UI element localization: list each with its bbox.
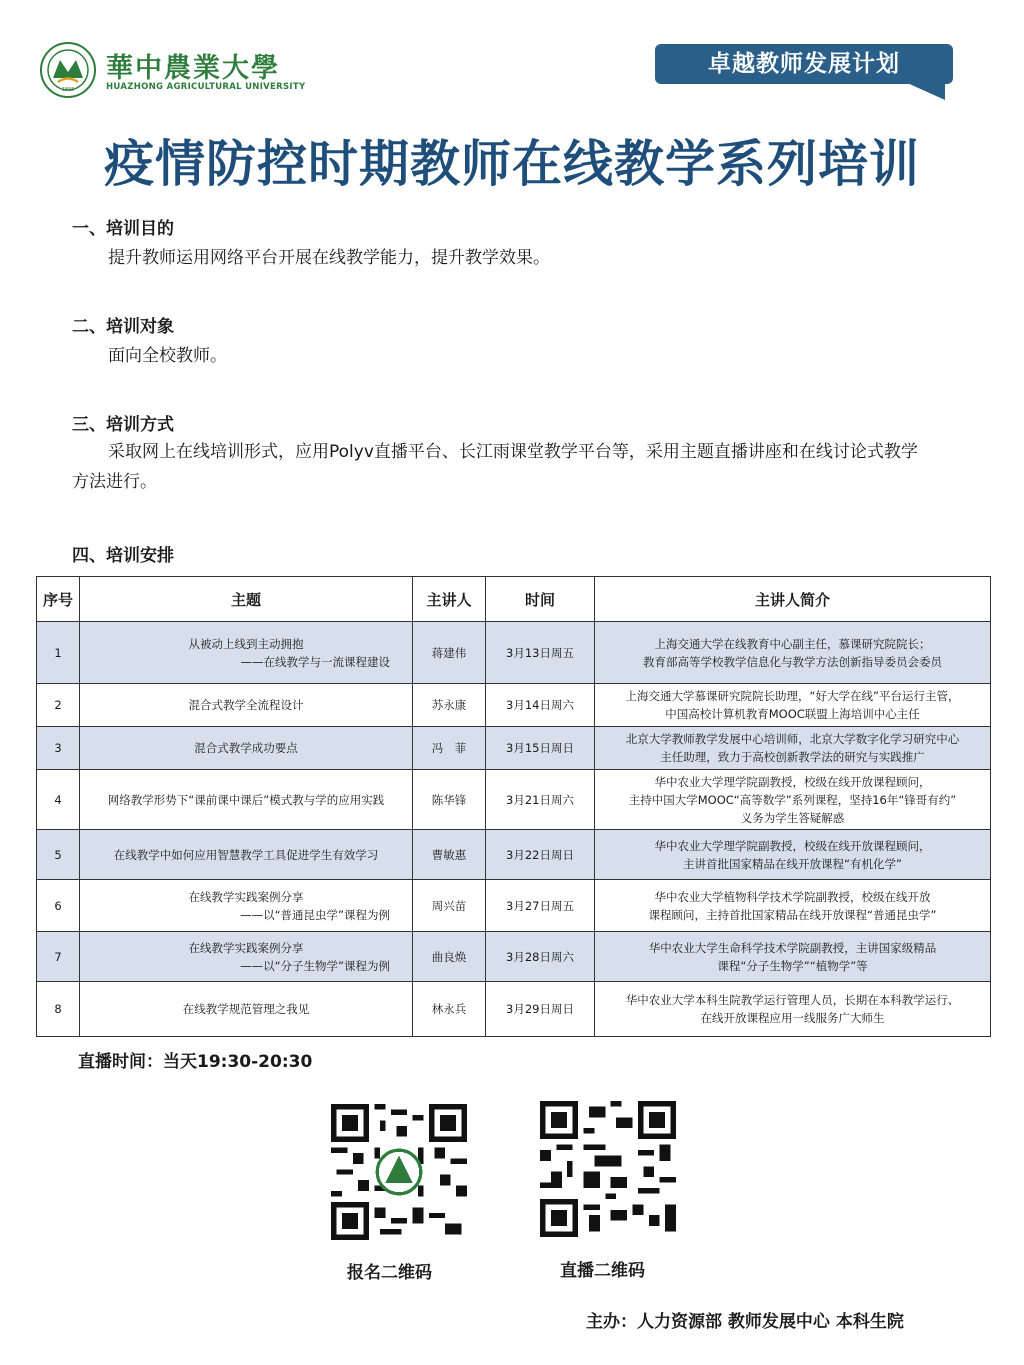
header-topic: 主题: [80, 577, 413, 622]
row-date: 3月14日周六: [486, 684, 595, 727]
row-date: 3月21日周六: [486, 770, 595, 830]
row-topic: 在线教学规范管理之我见: [80, 982, 413, 1037]
university-name-cn: 華中農業大學: [106, 53, 280, 84]
section-heading-schedule: 四、培训安排: [72, 546, 174, 566]
topic-title: 在线教学实践案例分享: [188, 889, 304, 904]
row-topic: 在线教学中如何应用智慧教学工具促进学生有效学习: [80, 830, 413, 880]
university-seal-icon: [40, 42, 96, 98]
header-no: 序号: [37, 577, 80, 622]
topic-title: 从被动上线到主动拥抱: [188, 636, 304, 651]
table-header-row: [37, 577, 991, 622]
header-date: 时间: [486, 577, 595, 622]
row-speaker: 林永兵: [413, 982, 486, 1037]
row-date: 3月15日周日: [486, 727, 595, 770]
row-no: 4: [37, 770, 80, 830]
row-no: 3: [37, 727, 80, 770]
university-name-en: HUAZHONG AGRICULTURAL UNIVERSITY: [106, 82, 306, 92]
row-no: 8: [37, 982, 80, 1037]
row-date: 3月29日周日: [486, 982, 595, 1037]
header-speaker: 主讲人: [413, 577, 486, 622]
table-row: [37, 770, 991, 830]
schedule-table: [36, 576, 991, 1037]
row-bio: 上海交通大学在线教育中心副主任，慕课研究院院长； 教育部高等学校教学信息化与教学方法创新指导委员会委员: [595, 622, 991, 684]
page-title: 疫情防控时期教师在线教学系列培训: [104, 134, 920, 193]
row-date: 3月27日周五: [486, 880, 595, 932]
row-speaker: 苏永康: [413, 684, 486, 727]
row-topic: [80, 932, 413, 982]
row-topic: [80, 622, 413, 684]
topic-subtitle: ——在线教学与一流课程建设: [240, 654, 390, 669]
registration-qr-code[interactable]: [331, 1104, 467, 1240]
section-body-purpose: 提升教师运用网络平台开展在线教学能力，提升教学效果。: [108, 248, 550, 268]
live-stream-qr-code[interactable]: [540, 1101, 676, 1237]
row-topic: [80, 880, 413, 932]
row-bio: 华中农业大学植物科学技术学院副教授，校级在线开放 课程顾问，主持首批国家精品在线开放课程“普通昆虫学”: [595, 880, 991, 932]
header-bio: 主讲人简介: [595, 577, 991, 622]
row-no: 6: [37, 880, 80, 932]
table-row: [37, 880, 991, 932]
organizer-line: 主办：人力资源部 教师发展中心 本科生院: [586, 1312, 904, 1332]
registration-qr-label: 报名二维码: [347, 1263, 432, 1283]
row-bio: 华中农业大学理学院副教授，校级在线开放课程顾问， 主持中国大学MOOC“高等数学”系列课程，坚持16年“锋哥有约” 义务为学生答疑解惑: [595, 770, 991, 830]
topic-subtitle: ——以“分子生物学”课程为例: [240, 958, 390, 973]
svg-text:1898: 1898: [61, 87, 75, 93]
row-speaker: 周兴苗: [413, 880, 486, 932]
live-broadcast-time: 直播时间：当天19:30-20:30: [78, 1052, 313, 1072]
topic-title: 在线教学实践案例分享: [188, 940, 304, 955]
row-no: 1: [37, 622, 80, 684]
program-banner: 卓越教师发展计划: [655, 44, 953, 84]
table-row: [37, 932, 991, 982]
row-bio: 北京大学教师教学发展中心培训师，北京大学数字化学习研究中心 主任助理，致力于高校创新教学法的研究与实践推广: [595, 727, 991, 770]
table-row: [37, 830, 991, 880]
table-row: [37, 684, 991, 727]
section-body-method: 采取网上在线培训形式，应用Polyv直播平台、长江雨课堂教学平台等，采用主题直播讲座和在线讨论式教学方法进行。: [72, 442, 918, 492]
row-speaker: 曹敏惠: [413, 830, 486, 880]
row-date: 3月28日周六: [486, 932, 595, 982]
row-date: 3月13日周五: [486, 622, 595, 684]
topic-subtitle: ——以“普通昆虫学”课程为例: [240, 907, 390, 922]
row-no: 2: [37, 684, 80, 727]
row-speaker: 蒋建伟: [413, 622, 486, 684]
row-topic: 网络教学形势下“课前课中课后”模式教与学的应用实践: [80, 770, 413, 830]
section-heading-method: 三、培训方式: [72, 415, 174, 435]
row-speaker: 陈华锋: [413, 770, 486, 830]
live-stream-qr-label: 直播二维码: [560, 1261, 645, 1281]
row-bio: 上海交通大学慕课研究院院长助理，“好大学在线”平台运行主管， 中国高校计算机教育MOOC联盟上海培训中心主任: [595, 684, 991, 727]
row-no: 5: [37, 830, 80, 880]
section-heading-purpose: 一、培训目的: [72, 219, 174, 239]
section-heading-audience: 二、培训对象: [72, 317, 174, 337]
row-topic: 混合式教学全流程设计: [80, 684, 413, 727]
table-row: [37, 727, 991, 770]
row-bio: 华中农业大学本科生院教学运行管理人员，长期在本科教学运行、 在线开放课程应用一线服务广大师生: [595, 982, 991, 1037]
university-logo: [40, 40, 306, 100]
row-speaker: 曲良焕: [413, 932, 486, 982]
table-row: [37, 622, 991, 684]
row-topic: 混合式教学成功要点: [80, 727, 413, 770]
section-body-audience: 面向全校教师。: [108, 346, 227, 366]
row-no: 7: [37, 932, 80, 982]
row-speaker: 冯 菲: [413, 727, 486, 770]
banner-tail: [905, 82, 945, 100]
row-date: 3月22日周日: [486, 830, 595, 880]
table-row: [37, 982, 991, 1037]
row-bio: 华中农业大学生命科学技术学院副教授，主讲国家级精品 课程“分子生物学”“植物学”等: [595, 932, 991, 982]
row-bio: 华中农业大学理学院副教授，校级在线开放课程顾问， 主讲首批国家精品在线开放课程“有机化学”: [595, 830, 991, 880]
